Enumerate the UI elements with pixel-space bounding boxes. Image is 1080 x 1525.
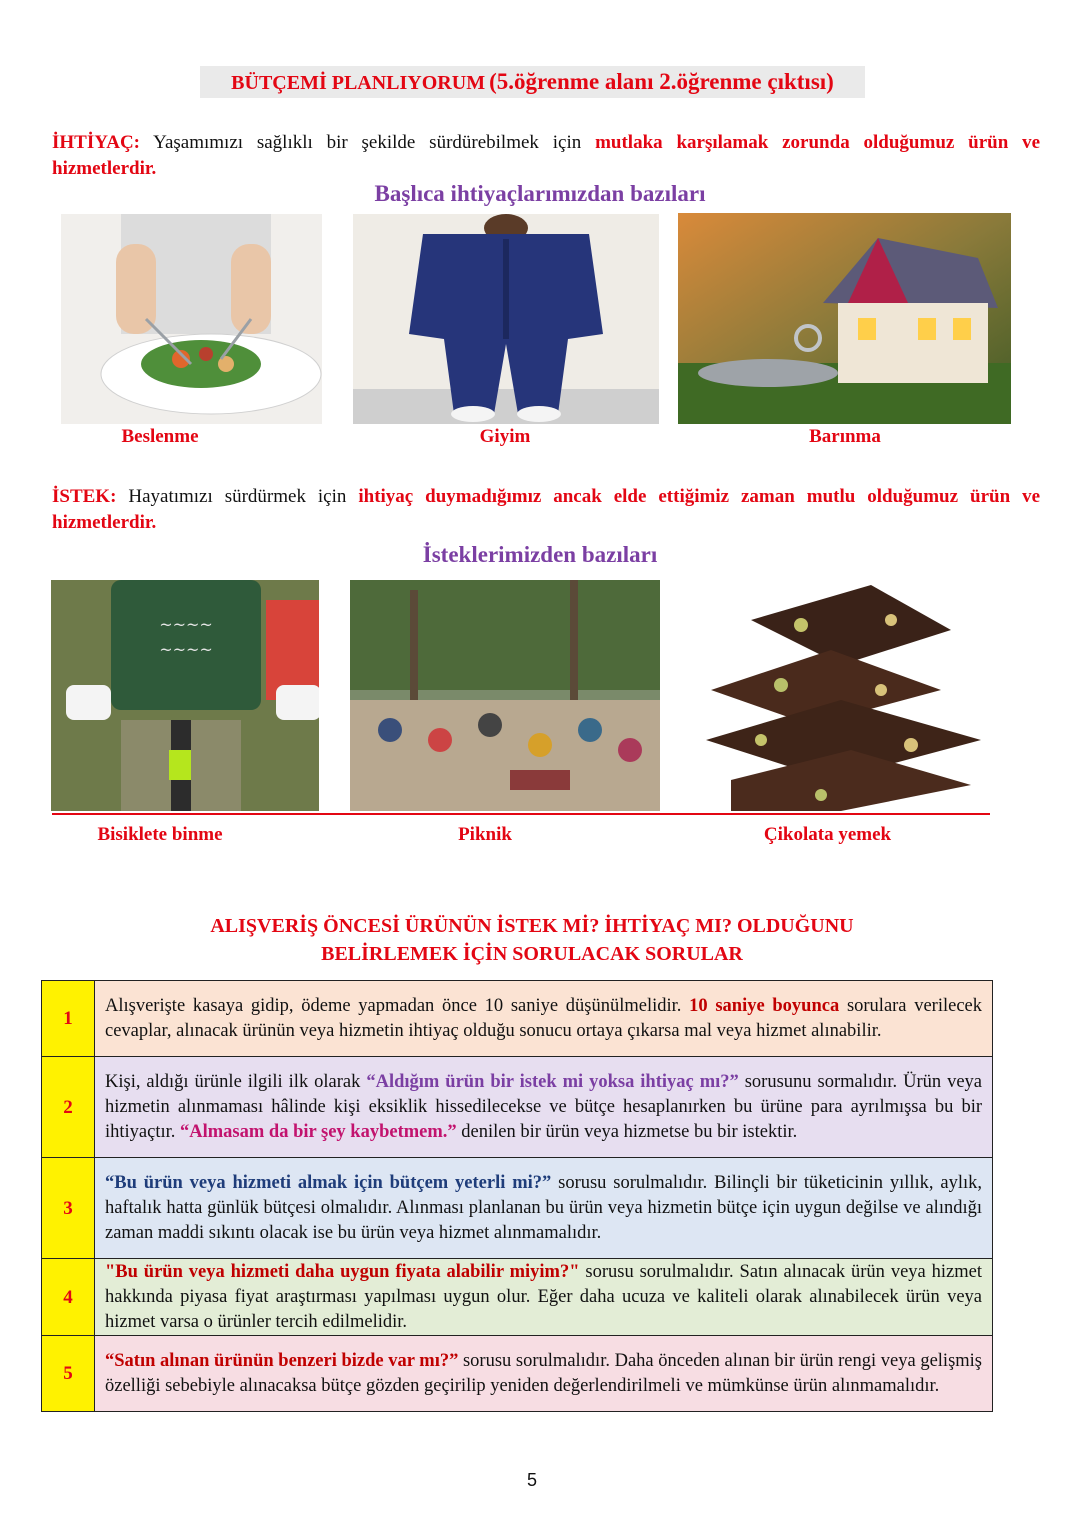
row-text-highlight: “Almasam da bir şey kaybetmem.” <box>180 1122 457 1142</box>
svg-text:~~~~: ~~~~ <box>159 640 213 659</box>
row-number: 1 <box>42 981 95 1057</box>
row-text-plain: sorusu sorulmalıdır. Satın alınacak ürün veya hizmet hakkında piyasa fiyat araştırması yapılması uygun olur. Eğer daha ucuza ve kaliteli olarak alınabilecek ürün veya hizmet varsa o ürünler tercih edilmelidir. <box>105 1262 982 1332</box>
questions-heading-line2: BELİRLEMEK İÇİN SORULACAK SORULAR <box>321 943 743 965</box>
row-text <box>95 1057 993 1158</box>
needs-subheading: Başlıca ihtiyaçlarımızdan bazıları <box>374 181 706 206</box>
table-row <box>42 1057 993 1158</box>
title-main: BÜTÇEMİ PLANLIYORUM <box>231 72 486 94</box>
row-text-highlight: "Bu ürün veya hizmeti daha uygun fiyata alabilir miyim?" <box>105 1262 580 1282</box>
photo-picnic <box>350 580 660 811</box>
row-number: 3 <box>42 1158 95 1259</box>
row-text-highlight: “Bu ürün veya hizmeti almak için bütçem yeterli mi?” <box>105 1173 552 1193</box>
row-number: 5 <box>42 1336 95 1412</box>
need-term: İHTİYAÇ: <box>52 132 140 153</box>
caption-cycling: Bisiklete binme <box>97 824 223 845</box>
caption-nutrition: Beslenme <box>121 426 199 447</box>
row-text <box>95 981 993 1057</box>
caption-clothing: Giyim <box>479 426 531 447</box>
table-row <box>42 1259 993 1336</box>
photo-clothing <box>353 214 659 424</box>
photo-chocolate <box>691 580 992 811</box>
row-number: 4 <box>42 1259 95 1336</box>
row-text-plain: sorusunu sormalıdır. Ürün veya hizmetin alınmaması hâlinde kişi eksiklik hissedilecekse ve bütçe hesaplanırken bu ürüne para ayrılmışsa bu bir ihtiyaçtır. <box>105 1072 983 1142</box>
photo-cycling <box>51 580 319 811</box>
table-row <box>42 981 993 1057</box>
row-text-plain: sorulara verilecek cevaplar, alınacak ürünün veya hizmetin ihtiyaç olduğu sonucu ortaya çıkarsa mal veya hizmet alınabilir. <box>105 996 983 1041</box>
row-text-highlight: “Aldığım ürün bir istek mi yoksa ihtiyaç mı?” <box>366 1072 739 1092</box>
wants-subheading: İsteklerimizden bazıları <box>422 542 658 567</box>
questions-table <box>41 980 993 1412</box>
page-title <box>200 66 865 98</box>
need-text-bold: mutlaka karşılamak zorunda olduğumuz ürün ve hizmetlerdir. <box>52 132 1041 179</box>
need-definition <box>52 130 1040 182</box>
page-number: 5 <box>526 1470 537 1490</box>
caption-chocolate: Çikolata yemek <box>763 824 892 845</box>
row-text-highlight: 10 saniye boyunca <box>689 996 840 1016</box>
row-text-plain: sorusu sorulmalıdır. Daha önceden alınan bir ürün rengi veya gelişmiş özelliği sebebiyle alınacaksa bütçe gözden geçirilip yeniden değerlendirilmeli ve mümkünse ürün alınmamalıdır. <box>105 1351 982 1396</box>
table-row <box>42 1336 993 1412</box>
row-text-plain: Kişi, aldığı ürünle ilgili ilk olarak <box>105 1072 361 1092</box>
svg-text:~~~~: ~~~~ <box>159 615 213 634</box>
table-row <box>42 1158 993 1259</box>
caption-shelter: Barınma <box>809 426 881 447</box>
row-text <box>95 1259 993 1336</box>
row-text-plain: denilen bir ürün veya hizmetse bu bir istektir. <box>461 1122 798 1142</box>
row-text-plain: sorusu sorulmalıdır. Bilinçli bir tüketicinin yıllık, aylık, haftalık hatta günlük bütçesi olmalıdır. Alınması planlanan bu ürün veya hizmetin bütçe için uygun değilse ve alındığı zaman maddi sıkıntı olacak ise bu ürün veya hizmet alınmamalıdır. <box>105 1173 982 1243</box>
want-text-plain: Hayatımızı sürdürmek için <box>128 486 347 507</box>
row-number: 2 <box>42 1057 95 1158</box>
photo-nutrition <box>61 214 322 424</box>
want-text-bold: ihtiyaç duymadığımız ancak elde ettiğimiz zaman mutlu olduğumuz ürün ve hizmetlerdir. <box>52 486 1040 533</box>
photo-shelter <box>678 213 1011 424</box>
questions-heading-line1: ALIŞVERİŞ ÖNCESİ ÜRÜNÜN İSTEK Mİ? İHTİYAÇ MI? OLDUĞUNU <box>210 915 854 937</box>
caption-picnic: Piknik <box>458 824 512 845</box>
need-text-plain: Yaşamımızı sağlıklı bir şekilde sürdürebilmek için <box>153 132 582 153</box>
row-text <box>95 1158 993 1259</box>
title-subtitle: (5.öğrenme alanı 2.öğrenme çıktısı) <box>489 69 834 94</box>
row-text-highlight: “Satın alınan ürünün benzeri bizde var mı?” <box>105 1351 459 1371</box>
want-definition <box>52 484 1040 536</box>
row-text-plain: Alışverişte kasaya gidip, ödeme yapmadan önce 10 saniye düşünülmelidir. <box>105 996 682 1016</box>
row-text <box>95 1336 993 1412</box>
section-divider <box>52 813 990 815</box>
want-term: İSTEK: <box>52 486 117 507</box>
